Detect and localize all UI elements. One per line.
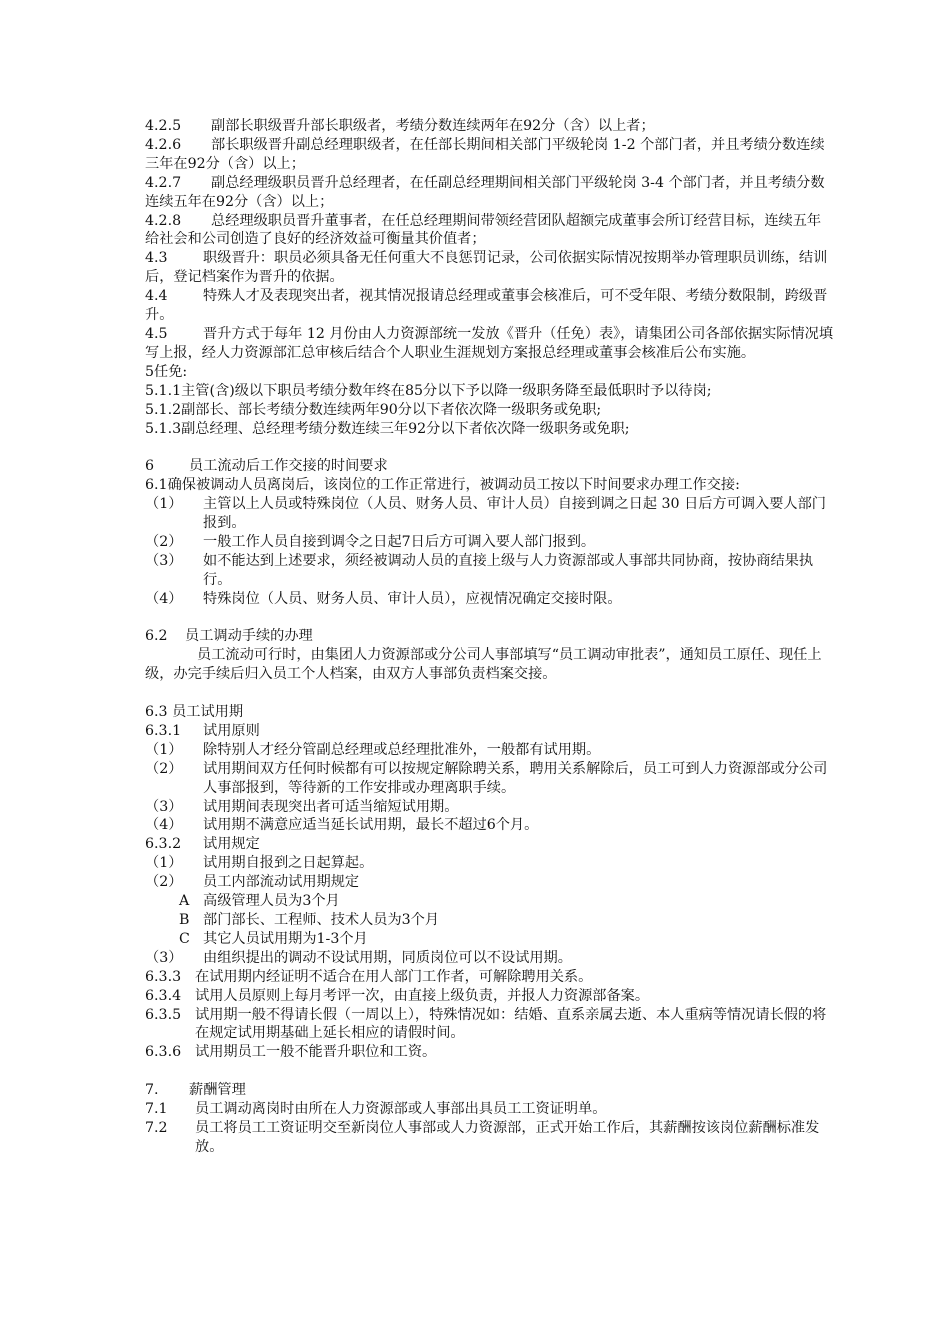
- section-number: 6.3.1: [145, 722, 182, 739]
- clause-text: 试用期一般不得请长假（一周以上），特殊情况如：结婚、直系亲属去逝、本人重病等情况请长假的将在规定试用期基础上延长相应的请假时间。: [195, 1006, 827, 1042]
- clause-number: 4.5: [145, 325, 168, 342]
- item-label: B: [179, 912, 190, 929]
- clause-number: 4.2.7: [145, 174, 182, 191]
- item-label: C: [179, 930, 190, 947]
- item-text: 由组织提出的调动不设试用期，同质岗位可以不设试用期。: [203, 949, 572, 966]
- section-number: 6: [145, 458, 155, 475]
- clause-text: 员工将员工工资证明交至新岗位人事部或人力资源部，正式开始工作后，其薪酬按该岗位薪酬标准发放。: [195, 1119, 820, 1155]
- list-item: [145, 798, 835, 817]
- section-7-heading: [145, 1081, 835, 1100]
- clause-7-2: [145, 1119, 835, 1157]
- section-5-heading: 5任免:: [145, 363, 188, 380]
- clause-6-3-3: [145, 968, 835, 987]
- clause-text: 晋升方式于每年 12 月份由人力资源部统一发放《晋升（任免）表》，请集团公司各部依据实际情况填写上报，经人力资源部汇总审核后结合个人职业生涯规划方案报总经理或董事会核准后公布实施。: [145, 325, 834, 361]
- clause-4-4: [145, 287, 835, 325]
- item-text: 高级管理人员为3个月: [203, 893, 340, 910]
- clause-6-3-6: [145, 1043, 835, 1062]
- item-text: 试用期不满意应适当延长试用期，最长不超过6个月。: [203, 817, 539, 834]
- section-title: 试用规定: [203, 836, 260, 853]
- list-item: [145, 760, 835, 798]
- item-label: （2）: [145, 533, 183, 550]
- list-item: [145, 533, 835, 552]
- clause-4-2-8: [145, 212, 835, 250]
- clause-4-2-7: [145, 174, 835, 212]
- section-6-heading: [145, 457, 835, 476]
- clause-number: 7.1: [145, 1101, 168, 1118]
- clause-4-3: [145, 249, 835, 287]
- clause-6-1: 6.1确保被调动人员离岗后，该岗位的工作正常进行，被调动员工按以下时间要求办理工作交接:: [145, 477, 740, 494]
- list-item: [145, 949, 835, 968]
- clause-text: 试用人员原则上每月考评一次，由直接上级负责，并报人力资源部备案。: [195, 987, 650, 1004]
- clause-number: 7.2: [145, 1119, 168, 1136]
- clause-text: 员工调动离岗时由所在人力资源部或人事部出具员工工资证明单。: [195, 1101, 607, 1118]
- clause-number: 4.2.8: [145, 212, 182, 229]
- clause-4-2-6: [145, 136, 835, 174]
- section-6-2-heading: [145, 627, 835, 646]
- clause-text: 特殊人才及表现突出者，视其情况报请总经理或董事会核准后，可不受年限、考绩分数限制，跨级晋升。: [145, 288, 828, 324]
- clause-number: 4.4: [145, 288, 168, 305]
- item-text: 除特别人才经分管副总经理或总经理批准外，一般都有试用期。: [203, 741, 601, 758]
- spacer: [145, 1062, 835, 1081]
- list-item: [145, 816, 835, 835]
- section-title: 试用原则: [203, 722, 260, 739]
- section-title: 薪酬管理: [189, 1082, 246, 1099]
- list-item: [145, 590, 835, 609]
- section-6-3-heading: 6.3 员工试用期: [145, 704, 244, 721]
- item-label: A: [179, 893, 190, 910]
- clause-text: 总经理级职员晋升董事者，在任总经理期间带领经营团队超额完成董事会所订经营目标，连续五年给社会和公司创造了良好的经济效益可衡量其价值者；: [145, 212, 822, 248]
- clause-number: 6.3.3: [145, 968, 182, 985]
- section-number: 7.: [145, 1082, 159, 1099]
- spacer: [145, 684, 835, 703]
- item-text: 主管以上人员或特殊岗位（人员、财务人员、审计人员）自接到调之日起 30 日后方可调入要人部门报到。: [203, 496, 826, 532]
- item-label: （2）: [145, 760, 183, 777]
- clause-4-2-5: [145, 117, 835, 136]
- subsection-6-3-2: [145, 835, 835, 854]
- clause-text: 副总经理级职员晋升总经理者，在任副总经理期间相关部门平级轮岗 3-4 个部门者，并且考绩分数连续五年在92分（含）以上；: [145, 174, 825, 210]
- item-label: （4）: [145, 590, 183, 607]
- document-body: [145, 117, 835, 1157]
- item-label: （1）: [145, 741, 183, 758]
- list-item: [145, 854, 835, 873]
- clause-7-1: [145, 1100, 835, 1119]
- item-label: （3）: [145, 949, 183, 966]
- clause-number: 4.2.6: [145, 136, 182, 153]
- clause-5-1-1: 5.1.1主管(含)级以下职员考绩分数年终在85分以下予以降一级职务降至最低职时予以待岗;: [145, 382, 712, 399]
- section-number: 6.2: [145, 628, 168, 645]
- clause-number: 6.3.5: [145, 1006, 182, 1023]
- clause-text: 副部长职级晋升部长职级者，考绩分数连续两年在92分（含）以上者；: [211, 118, 655, 134]
- item-text: 一般工作人员自接到调令之日起7日后方可调入要人部门报到。: [203, 533, 596, 550]
- clause-number: 6.3.6: [145, 1044, 182, 1061]
- sub-list-item: [145, 911, 835, 930]
- sub-list-item: [145, 930, 835, 949]
- item-text: 特殊岗位（人员、财务人员、审计人员），应视情况确定交接时限。: [203, 590, 622, 607]
- item-text: 如不能达到上述要求，须经被调动人员的直接上级与人力资源部或人事部共同协商，按协商结果执行。: [203, 552, 814, 588]
- list-item: [145, 495, 835, 533]
- clause-text: 职级晋升：职员必须具备无任何重大不良惩罚记录，公司依据实际情况按期举办管理职员训练，结训后，登记档案作为晋升的依据。: [145, 250, 828, 286]
- list-item: [145, 873, 835, 892]
- item-label: （3）: [145, 552, 183, 569]
- item-label: （1）: [145, 855, 183, 872]
- item-label: （1）: [145, 496, 183, 513]
- clause-6-2-body: 员工流动可行时，由集团人力资源部或分公司人事部填写“员工调动审批表”，通知员工原任、现任上级，办完手续后归入员工个人档案，由双方人事部负责档案交接。: [145, 647, 822, 683]
- item-text: 试用期间双方任何时候都有可以按规定解除聘关系，聘用关系解除后，员工可到人力资源部或分公司人事部报到，等待新的工作安排或办理离职手续。: [203, 760, 828, 796]
- clause-6-3-5: [145, 1006, 835, 1044]
- item-text: 部门部长、工程师、技术人员为3个月: [203, 912, 440, 929]
- clause-5-1-2: 5.1.2副部长、部长考绩分数连续两年90分以下者依次降一级职务或免职;: [145, 401, 602, 418]
- spacer: [145, 438, 835, 457]
- item-text: 试用期自报到之日起算起。: [203, 855, 374, 872]
- clause-text: 在试用期内经证明不适合在用人部门工作者，可解除聘用关系。: [195, 968, 593, 985]
- section-title: 员工调动手续的办理: [185, 628, 313, 645]
- clause-number: 6.3.4: [145, 987, 182, 1004]
- item-text: 员工内部流动试用期规定: [203, 874, 360, 891]
- spacer: [145, 609, 835, 628]
- item-text: 试用期间表现突出者可适当缩短试用期。: [203, 798, 459, 815]
- clause-text: 试用期员工一般不能晋升职位和工资。: [195, 1044, 437, 1061]
- clause-5-1-3: 5.1.3副总经理、总经理考绩分数连续三年92分以下者依次降一级职务或免职;: [145, 420, 630, 437]
- subsection-6-3-1: [145, 722, 835, 741]
- clause-6-3-4: [145, 987, 835, 1006]
- list-item: [145, 552, 835, 590]
- list-item: [145, 741, 835, 760]
- item-label: （2）: [145, 874, 183, 891]
- item-label: （4）: [145, 817, 183, 834]
- clause-number: 4.2.5: [145, 118, 182, 134]
- item-text: 其它人员试用期为1-3个月: [203, 930, 368, 947]
- sub-list-item: [145, 892, 835, 911]
- item-label: （3）: [145, 798, 183, 815]
- clause-number: 4.3: [145, 250, 168, 267]
- section-number: 6.3.2: [145, 836, 182, 853]
- clause-4-5: [145, 325, 835, 363]
- section-title: 员工流动后工作交接的时间要求: [189, 458, 388, 475]
- clause-text: 部长职级晋升副总经理职级者，在任部长期间相关部门平级轮岗 1-2 个部门者，并且考绩分数连续三年在92分（含）以上；: [145, 136, 825, 172]
